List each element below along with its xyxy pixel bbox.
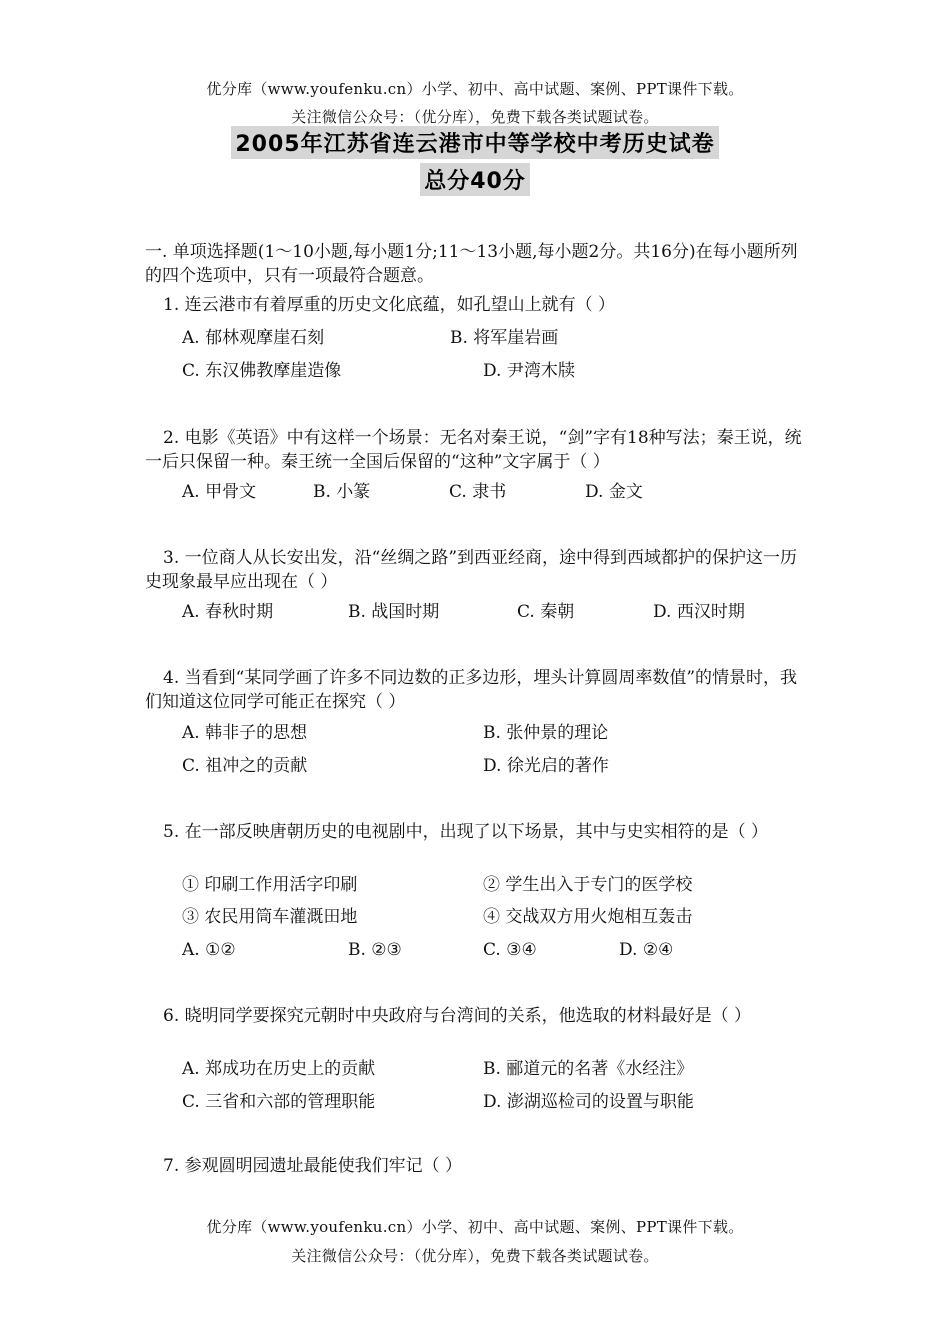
footer-line-1: 优分库（www.youfenku.cn）小学、初中、高中试题、案例、PPT课件下载。 bbox=[206, 1218, 744, 1236]
q5-stem: 5. 在一部反映唐朝历史的电视剧中，出现了以下场景，其中与史实相符的是（ ） bbox=[163, 822, 769, 842]
page-subtitle-wrapper bbox=[0, 163, 950, 196]
page-title-wrapper bbox=[0, 126, 950, 159]
q1-option-b: B. 将军崖岩画 bbox=[450, 328, 559, 348]
q1-stem: 1. 连云港市有着厚重的历史文化底蕴，如孔望山上就有（ ） bbox=[163, 295, 616, 315]
q2-stem: 2. 电影《英语》中有这样一个场景：无名对秦王说，“剑”字有18种写法；秦王说，统一后只保留一种。秦王统一全国后保留的“这种”文字属于（ ） bbox=[145, 428, 802, 472]
q5-item-3: ③ 农民用筒车灌溉田地 bbox=[182, 907, 358, 927]
q5-option-c: C. ③④ bbox=[483, 940, 537, 960]
q6-option-a: A. 郑成功在历史上的贡献 bbox=[182, 1059, 376, 1079]
q5-option-b: B. ②③ bbox=[348, 940, 402, 960]
q2-option-b: B. 小篆 bbox=[313, 482, 371, 502]
q2-option-d: D. 金文 bbox=[585, 482, 643, 502]
q3-option-b: B. 战国时期 bbox=[348, 602, 440, 622]
q3-option-c: C. 秦朝 bbox=[517, 602, 575, 622]
q5-item-1: ① 印刷工作用活字印刷 bbox=[182, 875, 358, 895]
header-line-2: 关注微信公众号：（优分库），免费下载各类试题试卷。 bbox=[291, 108, 659, 126]
page-title: 2005年江苏省连云港市中等学校中考历史试卷 bbox=[231, 126, 718, 159]
footer-line-2: 关注微信公众号：（优分库），免费下载各类试题试卷。 bbox=[291, 1247, 659, 1265]
q3-option-d: D. 西汉时期 bbox=[653, 602, 745, 622]
q6-option-c: C. 三省和六部的管理职能 bbox=[182, 1092, 376, 1112]
q5-item-4: ④ 交战双方用火炮相互轰击 bbox=[483, 907, 693, 927]
section-1-intro: 一. 单项选择题(1～10小题,每小题1分;11～13小题,每小题2分。共16分)在每小题所列的四个选项中，只有一项最符合题意。 bbox=[145, 242, 798, 286]
page-subtitle: 总分40分 bbox=[420, 163, 530, 196]
q3-stem: 3. 一位商人从长安出发，沿“丝绸之路”到西亚经商，途中得到西域都护的保护这一历史现象最早应出现在（ ） bbox=[145, 548, 798, 592]
q2-option-c: C. 隶书 bbox=[449, 482, 507, 502]
q4-option-a: A. 韩非子的思想 bbox=[182, 723, 308, 743]
q4-option-d: D. 徐光启的著作 bbox=[483, 756, 609, 776]
q6-option-d: D. 澎湖巡检司的设置与职能 bbox=[483, 1092, 694, 1112]
header-line-1: 优分库（www.youfenku.cn）小学、初中、高中试题、案例、PPT课件下载。 bbox=[206, 80, 744, 98]
q1-option-c: C. 东汉佛教摩崖造像 bbox=[182, 361, 342, 381]
q4-option-b: B. 张仲景的理论 bbox=[483, 723, 609, 743]
q4-option-c: C. 祖冲之的贡献 bbox=[182, 756, 308, 776]
q5-option-a: A. ①② bbox=[182, 940, 236, 960]
q3-option-a: A. 春秋时期 bbox=[182, 602, 274, 622]
q5-item-2: ② 学生出入于专门的医学校 bbox=[483, 875, 693, 895]
q7-stem: 7. 参观圆明园遗址最能使我们牢记（ ） bbox=[163, 1156, 463, 1176]
q1-option-d: D. 尹湾木牍 bbox=[483, 361, 575, 381]
q1-option-a: A. 郁林观摩崖石刻 bbox=[182, 328, 325, 348]
q5-option-d: D. ②④ bbox=[619, 940, 674, 960]
q6-stem: 6. 晓明同学要探究元朝时中央政府与台湾间的关系，他选取的材料最好是（ ） bbox=[163, 1006, 752, 1026]
q2-option-a: A. 甲骨文 bbox=[182, 482, 257, 502]
q6-option-b: B. 郦道元的名著《水经注》 bbox=[483, 1059, 694, 1079]
q4-stem: 4. 当看到“某同学画了许多不同边数的正多边形，埋头计算圆周率数值”的情景时，我们知道这位同学可能正在探究（ ） bbox=[145, 668, 798, 712]
